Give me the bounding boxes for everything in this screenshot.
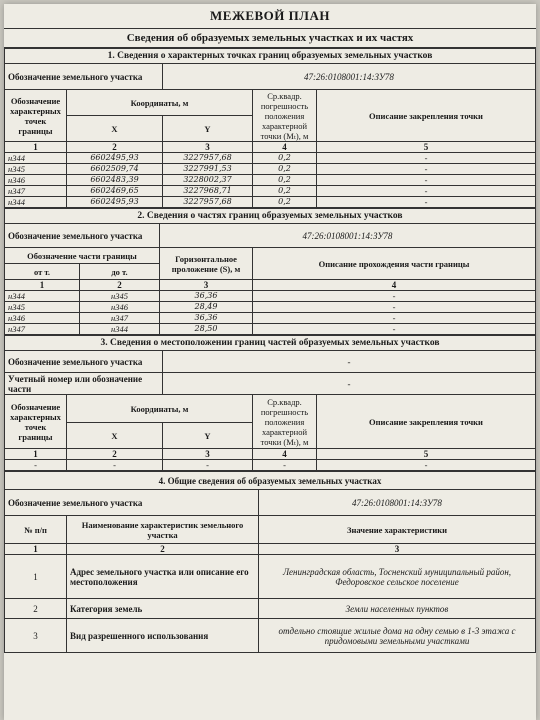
from-point: н344 xyxy=(5,291,80,302)
segment-length: 36,36 xyxy=(160,313,253,324)
characteristic-value: Земли населенных пунктов xyxy=(259,599,536,619)
section2-plot-label: Обозначение земельного участка xyxy=(5,224,160,248)
section1-index: 3 xyxy=(163,142,253,153)
segment-length: 36,36 xyxy=(160,291,253,302)
point-desc: - xyxy=(317,460,536,471)
segment-length: 28,49 xyxy=(160,302,253,313)
section4-col-name: Наименование характеристик земельного участка xyxy=(67,516,259,544)
section4-title: 4. Общие сведения об образуемых земельных участках xyxy=(5,472,536,490)
section3-plot-value: - xyxy=(163,351,536,373)
row-number: 1 xyxy=(5,555,67,599)
segment-desc: - xyxy=(253,302,536,313)
section3-col-coords: Координаты, м xyxy=(67,395,253,423)
section4-col-value: Значение характеристики xyxy=(259,516,536,544)
section4-plot-label: Обозначение земельного участка xyxy=(5,490,259,516)
characteristic-value: Ленинградская область, Тосненский муниципальный район, Федоровское сельское поселение xyxy=(259,555,536,599)
section4-plot-value: 47:26:0108001:14:ЗУ78 xyxy=(259,490,536,516)
section2-col-desc: Описание прохождения части границы xyxy=(253,248,536,280)
section3-col-desc: Описание закрепления точки xyxy=(317,395,536,449)
to-point: н346 xyxy=(80,302,160,313)
section1-col-desc: Описание закрепления точки xyxy=(317,90,536,142)
to-point: н345 xyxy=(80,291,160,302)
section4-table xyxy=(4,471,536,653)
point-desc: - xyxy=(317,164,536,175)
segment-length: 28,50 xyxy=(160,324,253,335)
section2-index: 1 xyxy=(5,280,80,291)
section1-plot-value: 47:26:0108001:14:ЗУ78 xyxy=(163,64,536,90)
to-point: н347 xyxy=(80,313,160,324)
section4-index: 2 xyxy=(67,544,259,555)
coord-y: 3228002,37 xyxy=(163,175,253,186)
table-row xyxy=(5,175,536,186)
segment-desc: - xyxy=(253,291,536,302)
section1-index: 2 xyxy=(67,142,163,153)
section1-col-y: Y xyxy=(163,116,253,142)
table-row xyxy=(5,313,536,324)
section1-col-accuracy: Ср.квадр. погрешность положения характерной точки (Мₜ), м xyxy=(253,90,317,142)
section2-table xyxy=(4,208,536,335)
section1-title: 1. Сведения о характерных точках границ образуемых земельных участков xyxy=(5,49,536,64)
section3-col-point: Обозначение характерных точек границы xyxy=(5,395,67,449)
section2-index: 2 xyxy=(80,280,160,291)
section4-col-no: № п/п xyxy=(5,516,67,544)
characteristic-name: Категория земель xyxy=(67,599,259,619)
point-desc: - xyxy=(317,186,536,197)
coord-x: 6602495,93 xyxy=(67,153,163,164)
document-sheet xyxy=(4,4,536,720)
section3-col-accuracy: Ср.квадр. погрешность положения характерной точки (Мₜ), м xyxy=(253,395,317,449)
table-row xyxy=(5,302,536,313)
section3-index: 3 xyxy=(163,449,253,460)
point-desc: - xyxy=(317,175,536,186)
row-number: 2 xyxy=(5,599,67,619)
coord-y: 3227957,68 xyxy=(163,197,253,208)
section3-part-value: - xyxy=(163,373,536,395)
table-row xyxy=(5,599,536,619)
section3-index: 2 xyxy=(67,449,163,460)
section3-part-label: Учетный номер или обозначение части xyxy=(5,373,163,395)
accuracy: - xyxy=(253,460,317,471)
accuracy: 0,2 xyxy=(253,175,317,186)
section3-col-x: X xyxy=(67,423,163,449)
section1-col-x: X xyxy=(67,116,163,142)
section1-plot-label: Обозначение земельного участка xyxy=(5,64,163,90)
coord-x: 6602483,39 xyxy=(67,175,163,186)
point-id: - xyxy=(5,460,67,471)
table-row xyxy=(5,197,536,208)
table-row xyxy=(5,324,536,335)
coord-y: 3227968,71 xyxy=(163,186,253,197)
section2-col-length: Горизонтальное проложение (S), м xyxy=(160,248,253,280)
to-point: н344 xyxy=(80,324,160,335)
page-title: МЕЖЕВОЙ ПЛАН xyxy=(4,4,536,29)
section2-col-from: от т. xyxy=(5,264,80,280)
page-subtitle: Сведения об образуемых земельных участках и их частях xyxy=(4,29,536,48)
section4-index: 3 xyxy=(259,544,536,555)
accuracy: 0,2 xyxy=(253,164,317,175)
accuracy: 0,2 xyxy=(253,186,317,197)
section3-title: 3. Сведения о местоположении границ частей образуемых земельных участков xyxy=(5,336,536,351)
coord-x: 6602509,74 xyxy=(67,164,163,175)
point-desc: - xyxy=(317,197,536,208)
section1-col-point: Обозначение характерных точек границы xyxy=(5,90,67,142)
section2-index: 3 xyxy=(160,280,253,291)
characteristic-name: Адрес земельного участка или описание его местоположения xyxy=(67,555,259,599)
characteristic-name: Вид разрешенного использования xyxy=(67,619,259,653)
point-id: н345 xyxy=(5,164,67,175)
coord-x: 6602469,65 xyxy=(67,186,163,197)
section2-index: 4 xyxy=(253,280,536,291)
row-number: 3 xyxy=(5,619,67,653)
table-row xyxy=(5,555,536,599)
accuracy: 0,2 xyxy=(253,197,317,208)
table-row xyxy=(5,460,536,471)
characteristic-value: отдельно стоящие жилые дома на одну семью в 1-3 этажа с придомовыми земельными участками xyxy=(259,619,536,653)
section1-index: 5 xyxy=(317,142,536,153)
point-id: н344 xyxy=(5,153,67,164)
section3-table xyxy=(4,335,536,471)
accuracy: 0,2 xyxy=(253,153,317,164)
section3-index: 5 xyxy=(317,449,536,460)
coord-y: 3227991,53 xyxy=(163,164,253,175)
from-point: н346 xyxy=(5,313,80,324)
from-point: н347 xyxy=(5,324,80,335)
section1-index: 4 xyxy=(253,142,317,153)
coord-y: 3227957,68 xyxy=(163,153,253,164)
segment-desc: - xyxy=(253,324,536,335)
table-row xyxy=(5,619,536,653)
point-id: н347 xyxy=(5,186,67,197)
section2-plot-value: 47:26:0108001:14:ЗУ78 xyxy=(160,224,536,248)
section2-col-part: Обозначение части границы xyxy=(5,248,160,264)
section1-col-coords: Координаты, м xyxy=(67,90,253,116)
point-id: н346 xyxy=(5,175,67,186)
table-row xyxy=(5,153,536,164)
section4-index: 1 xyxy=(5,544,67,555)
section3-col-y: Y xyxy=(163,423,253,449)
point-id: н344 xyxy=(5,197,67,208)
point-desc: - xyxy=(317,153,536,164)
section3-plot-label: Обозначение земельного участка xyxy=(5,351,163,373)
section1-index: 1 xyxy=(5,142,67,153)
coord-x: 6602495,93 xyxy=(67,197,163,208)
segment-desc: - xyxy=(253,313,536,324)
table-row xyxy=(5,291,536,302)
section2-col-to: до т. xyxy=(80,264,160,280)
from-point: н345 xyxy=(5,302,80,313)
section2-title: 2. Сведения о частях границ образуемых земельных участков xyxy=(5,209,536,224)
section3-index: 4 xyxy=(253,449,317,460)
section3-index: 1 xyxy=(5,449,67,460)
table-row xyxy=(5,186,536,197)
section1-table xyxy=(4,48,536,208)
coord-y: - xyxy=(163,460,253,471)
coord-x: - xyxy=(67,460,163,471)
table-row xyxy=(5,164,536,175)
